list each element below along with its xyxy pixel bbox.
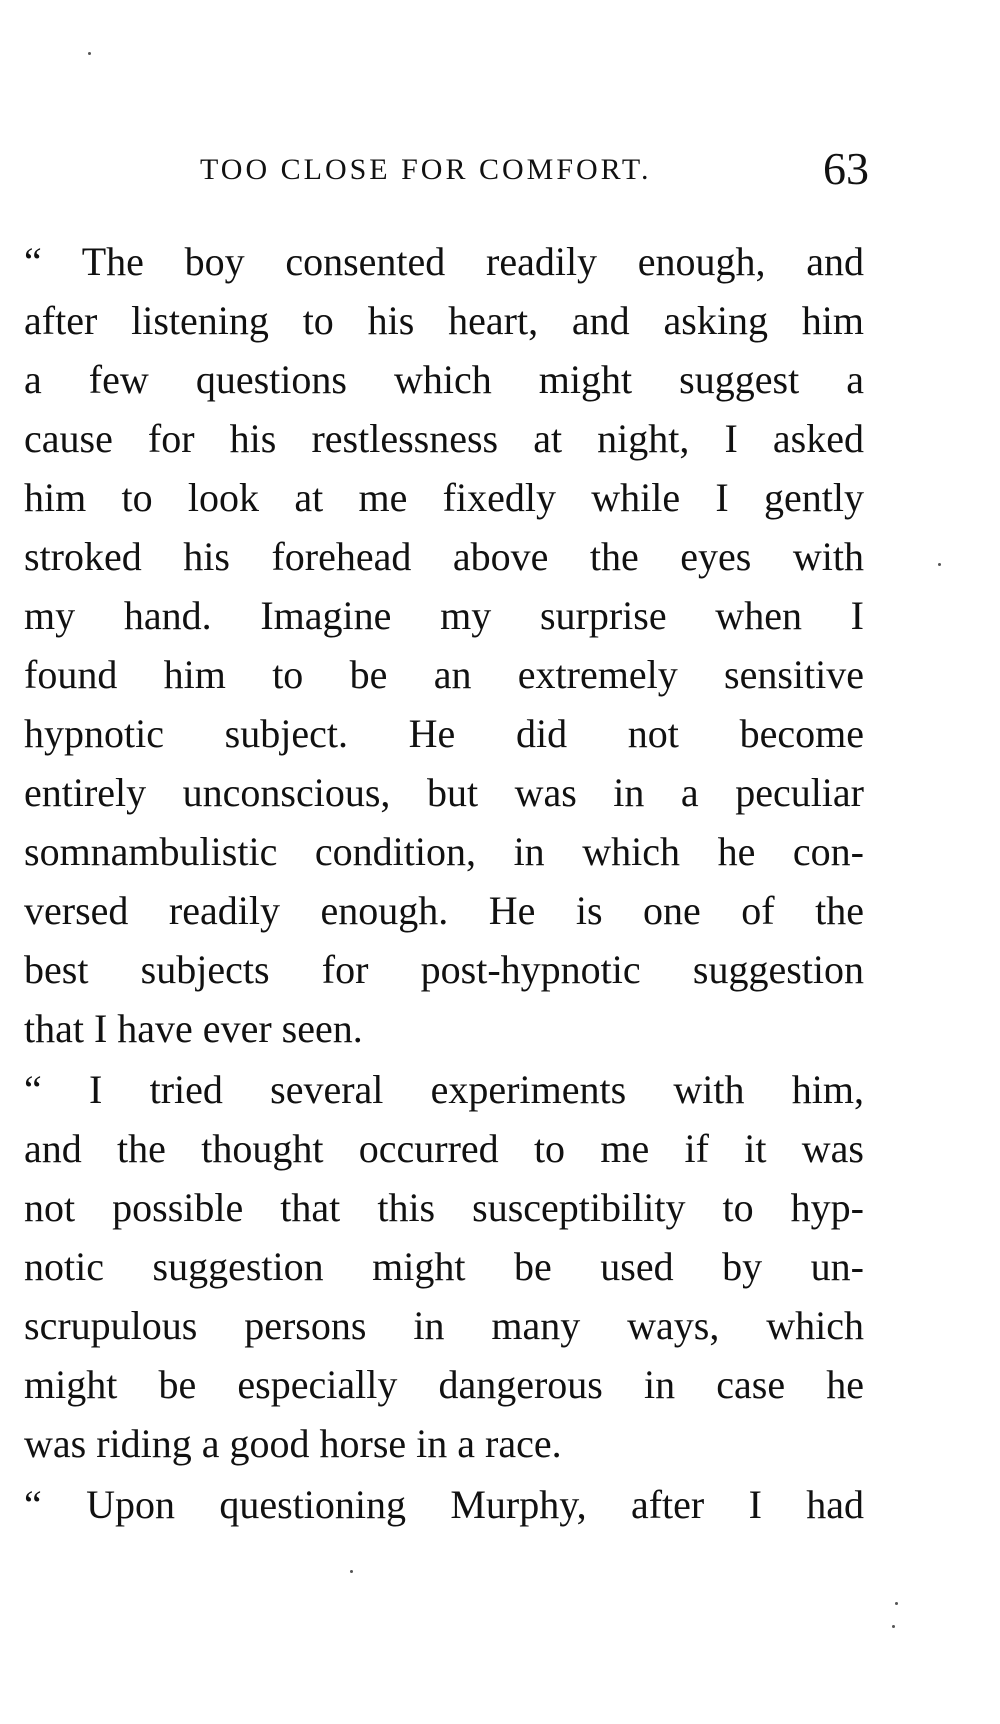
text-line: entirely unconscious, but was in a peculiar bbox=[24, 770, 864, 815]
scan-speck bbox=[895, 1602, 898, 1605]
text-line: was riding a good horse in a race. bbox=[24, 1421, 562, 1466]
text-line: “ I tried several experiments with him, bbox=[24, 1067, 864, 1112]
text-line: notic suggestion might be used by un- bbox=[24, 1244, 864, 1289]
text-line: stroked his forehead above the eyes with bbox=[24, 534, 864, 579]
text-line: “ The boy consented readily enough, and bbox=[24, 239, 864, 284]
text-line: that I have ever seen. bbox=[24, 1006, 363, 1051]
text-line: hypnotic subject. He did not become bbox=[24, 711, 864, 756]
text-line: cause for his restlessness at night, I asked bbox=[24, 416, 864, 461]
body-text bbox=[24, 232, 864, 1534]
page-number: 63 bbox=[823, 143, 869, 194]
scan-speck bbox=[88, 52, 91, 55]
text-line: “ Upon questioning Murphy, after I had bbox=[24, 1482, 864, 1527]
text-line: best subjects for post-hypnotic suggestion bbox=[24, 947, 864, 992]
text-line: versed readily enough. He is one of the bbox=[24, 888, 864, 933]
text-line: a few questions which might suggest a bbox=[24, 357, 864, 402]
scan-speck bbox=[892, 1625, 895, 1628]
text-line: him to look at me fixedly while I gently bbox=[24, 475, 864, 520]
text-line: somnambulistic condition, in which he con- bbox=[24, 829, 864, 874]
text-line: after listening to his heart, and asking him bbox=[24, 298, 864, 343]
text-line: my hand. Imagine my surprise when I bbox=[24, 593, 864, 638]
text-line: scrupulous persons in many ways, which bbox=[24, 1303, 864, 1348]
scan-speck bbox=[938, 563, 941, 566]
scan-speck bbox=[350, 1570, 353, 1573]
text-line: not possible that this susceptibility to hyp- bbox=[24, 1185, 864, 1230]
text-line: found him to be an extremely sensitive bbox=[24, 652, 864, 697]
text-line: might be especially dangerous in case he bbox=[24, 1362, 864, 1407]
running-head: TOO CLOSE FOR COMFORT. bbox=[200, 153, 652, 186]
text-line: and the thought occurred to me if it was bbox=[24, 1126, 864, 1171]
